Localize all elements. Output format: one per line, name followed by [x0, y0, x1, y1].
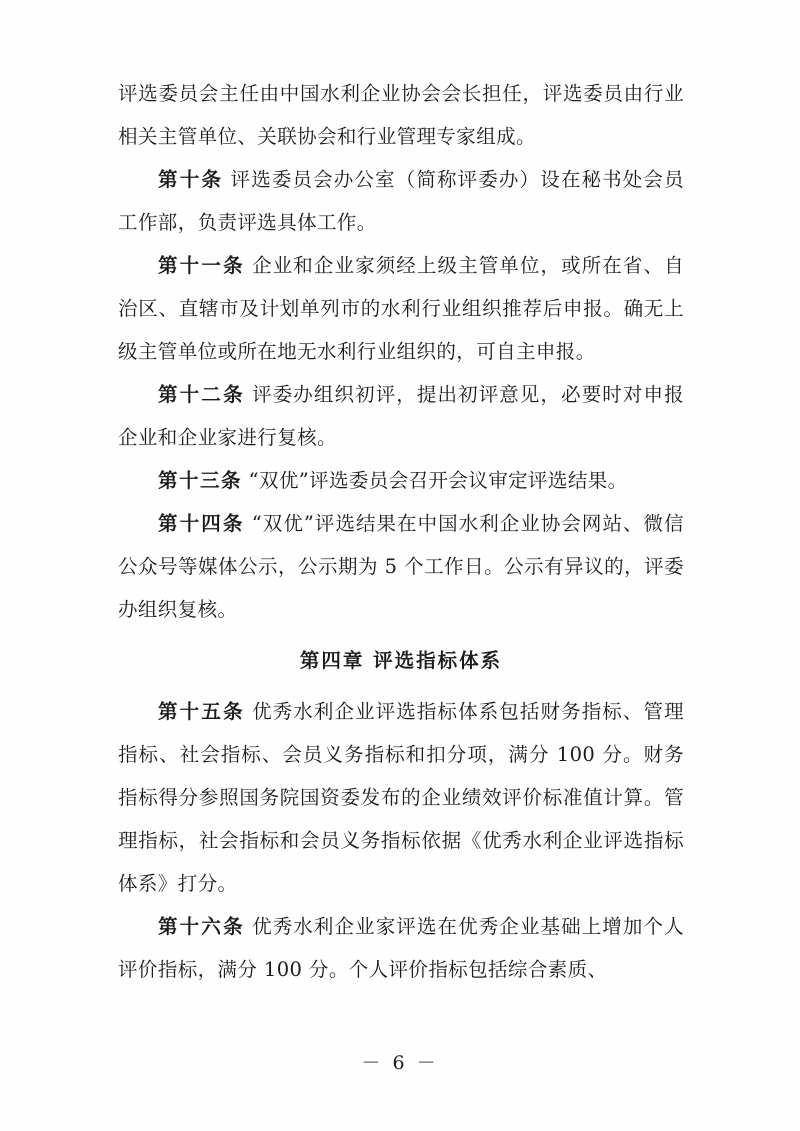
article-term: 第十一条 [157, 254, 245, 277]
article-14 [118, 502, 684, 631]
paragraph-text: 评选委员会办公室（简称评委办）设在秘书处会员工作部，负责评选具体工作。 [118, 168, 684, 234]
article-13 [118, 459, 684, 502]
article-term: 第十三条 [157, 469, 242, 492]
paragraph-text: 评委办组织初评，提出初评意见，必要时对申报企业和企业家进行复核。 [118, 383, 684, 449]
paragraph-text: 优秀水利企业评选指标体系包括财务指标、管理指标、社会指标、会员义务指标和扣分项，满分 100 分。财务指标得分参照国务院国资委发布的企业绩效评价标准值计算。管理指标，社会指标和会员义务指标依据《优秀水利企业评选指标体系》打分。 [118, 700, 684, 895]
article-term: 第十条 [157, 168, 224, 191]
article-12 [118, 373, 684, 459]
article-term: 第十二条 [157, 383, 245, 406]
article-11 [118, 244, 684, 373]
article-term: 第十五条 [157, 700, 245, 723]
paragraph-text: 优秀水利企业家评选在优秀企业基础上增加个人评价指标，满分 100 分。个人评价指标包括综合素质、 [118, 915, 684, 981]
document-body [118, 72, 684, 991]
paragraph-text: 企业和企业家须经上级主管单位，或所在省、自治区、直辖市及计划单列市的水利行业组织推荐后申报。确无上级主管单位或所在地无水利行业组织的，可自主申报。 [118, 254, 684, 363]
article-term: 第十六条 [157, 915, 245, 938]
paragraph-text: “双优”评选结果在中国水利企业协会网站、微信公众号等媒体公示，公示期为 5 个工作日。公示有异议的，评委办组织复核。 [118, 512, 684, 621]
article-term: 第十四条 [157, 512, 245, 535]
page-number: － 6 － [361, 1052, 439, 1074]
paragraph-continued [118, 72, 684, 158]
article-15 [118, 690, 684, 905]
paragraph-text: 评选委员会主任由中国水利企业协会会长担任，评选委员由行业相关主管单位、关联协会和行业管理专家组成。 [118, 82, 684, 148]
article-16 [118, 905, 684, 991]
article-10 [118, 158, 684, 244]
paragraph-text: “双优”评选委员会召开会议审定评选结果。 [248, 469, 628, 492]
chapter-heading: 第四章 评选指标体系 [299, 649, 503, 672]
